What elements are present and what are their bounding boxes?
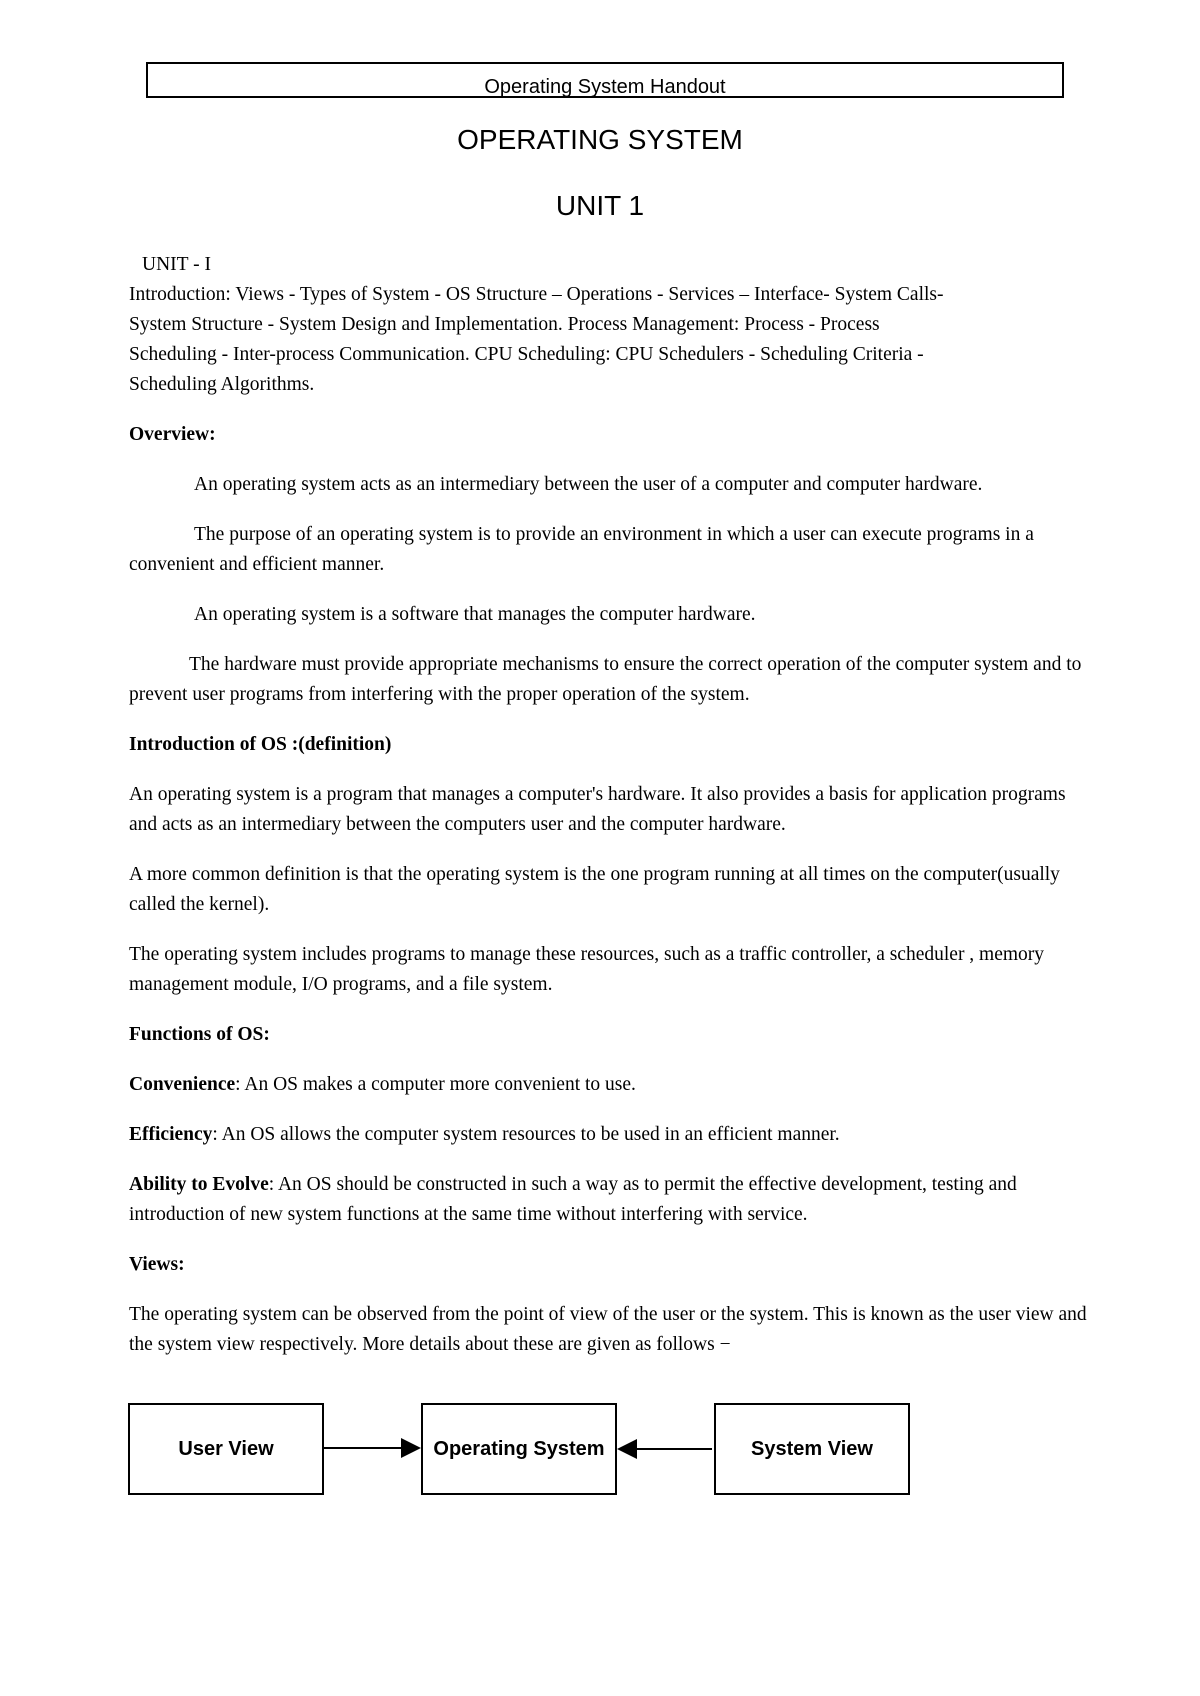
system-view-label: System View: [751, 1437, 873, 1460]
function-term: Convenience: [129, 1074, 236, 1095]
syllabus-unit-label: UNIT - I: [142, 254, 211, 275]
views-heading: Views:: [129, 1254, 185, 1275]
overview-heading: Overview:: [129, 424, 216, 445]
views-paragraph: The operating system can be observed from the point of view of the user or the system. This is known as the user view and the system view respectively. More details about these are given as follows −: [129, 1304, 1087, 1355]
overview-paragraph: An operating system is a software that manages the computer hardware.: [194, 604, 756, 625]
syllabus-line: System Structure - System Design and Implementation. Process Management: Process - Process: [129, 314, 880, 335]
function-text: : An OS makes a computer more convenient to use.: [235, 1074, 636, 1095]
user-view-box: [128, 1403, 324, 1495]
operating-system-box: [421, 1403, 617, 1495]
function-item: [129, 1120, 1091, 1150]
introduction-paragraph: A more common definition is that the operating system is the one program running at all times on the computer(usually called the kernel).: [129, 864, 1060, 915]
overview-paragraph: The purpose of an operating system is to provide an environment in which a user can execute programs in a convenient and efficient manner.: [129, 524, 1034, 575]
document-body: [129, 250, 1091, 1360]
overview-paragraph: An operating system acts as an intermediary between the user of a computer and computer hardware.: [194, 474, 983, 495]
operating-system-label: Operating System: [433, 1437, 605, 1460]
introduction-paragraph: The operating system includes programs to manage these resources, such as a traffic controller, a scheduler , memory management module, I/O programs, and a file system.: [129, 944, 1045, 995]
function-term: Ability to Evolve: [129, 1174, 269, 1195]
syllabus-line: Scheduling Algorithms.: [129, 374, 315, 395]
functions-heading: Functions of OS:: [129, 1024, 270, 1045]
overview-paragraph: The hardware must provide appropriate mechanisms to ensure the correct operation of the computer system and to prevent user programs from interfering with the proper operation of the system.: [129, 654, 1082, 705]
function-text: : An OS allows the computer system resources to be used in an efficient manner.: [212, 1124, 840, 1145]
introduction-paragraph: An operating system is a program that manages a computer's hardware. It also provides a basis for application programs and acts as an intermediary between the computers user and the computer hardware.: [129, 784, 1066, 835]
unit-title: UNIT 1: [555, 190, 645, 221]
system-view-box: [714, 1403, 910, 1495]
function-item: [129, 1070, 1091, 1100]
introduction-heading: Introduction of OS :(definition): [129, 734, 392, 755]
page-header: Operating System Handout: [146, 62, 1064, 98]
document-title: OPERATING SYSTEM: [457, 124, 743, 155]
function-term: Efficiency: [129, 1124, 213, 1145]
function-text: : An OS should be constructed in such a way as to permit the effective development, testing and introduction of new system functions at the same time without interfering with service.: [129, 1174, 1017, 1225]
function-item: [129, 1170, 1091, 1230]
user-view-label: User View: [178, 1437, 274, 1460]
syllabus-line: Scheduling - Inter-process Communication. CPU Scheduling: CPU Schedulers - Scheduling Criteria -: [129, 344, 924, 365]
syllabus-line: Introduction: Views - Types of System - OS Structure – Operations - Services – Interface- System Calls-: [129, 284, 944, 305]
